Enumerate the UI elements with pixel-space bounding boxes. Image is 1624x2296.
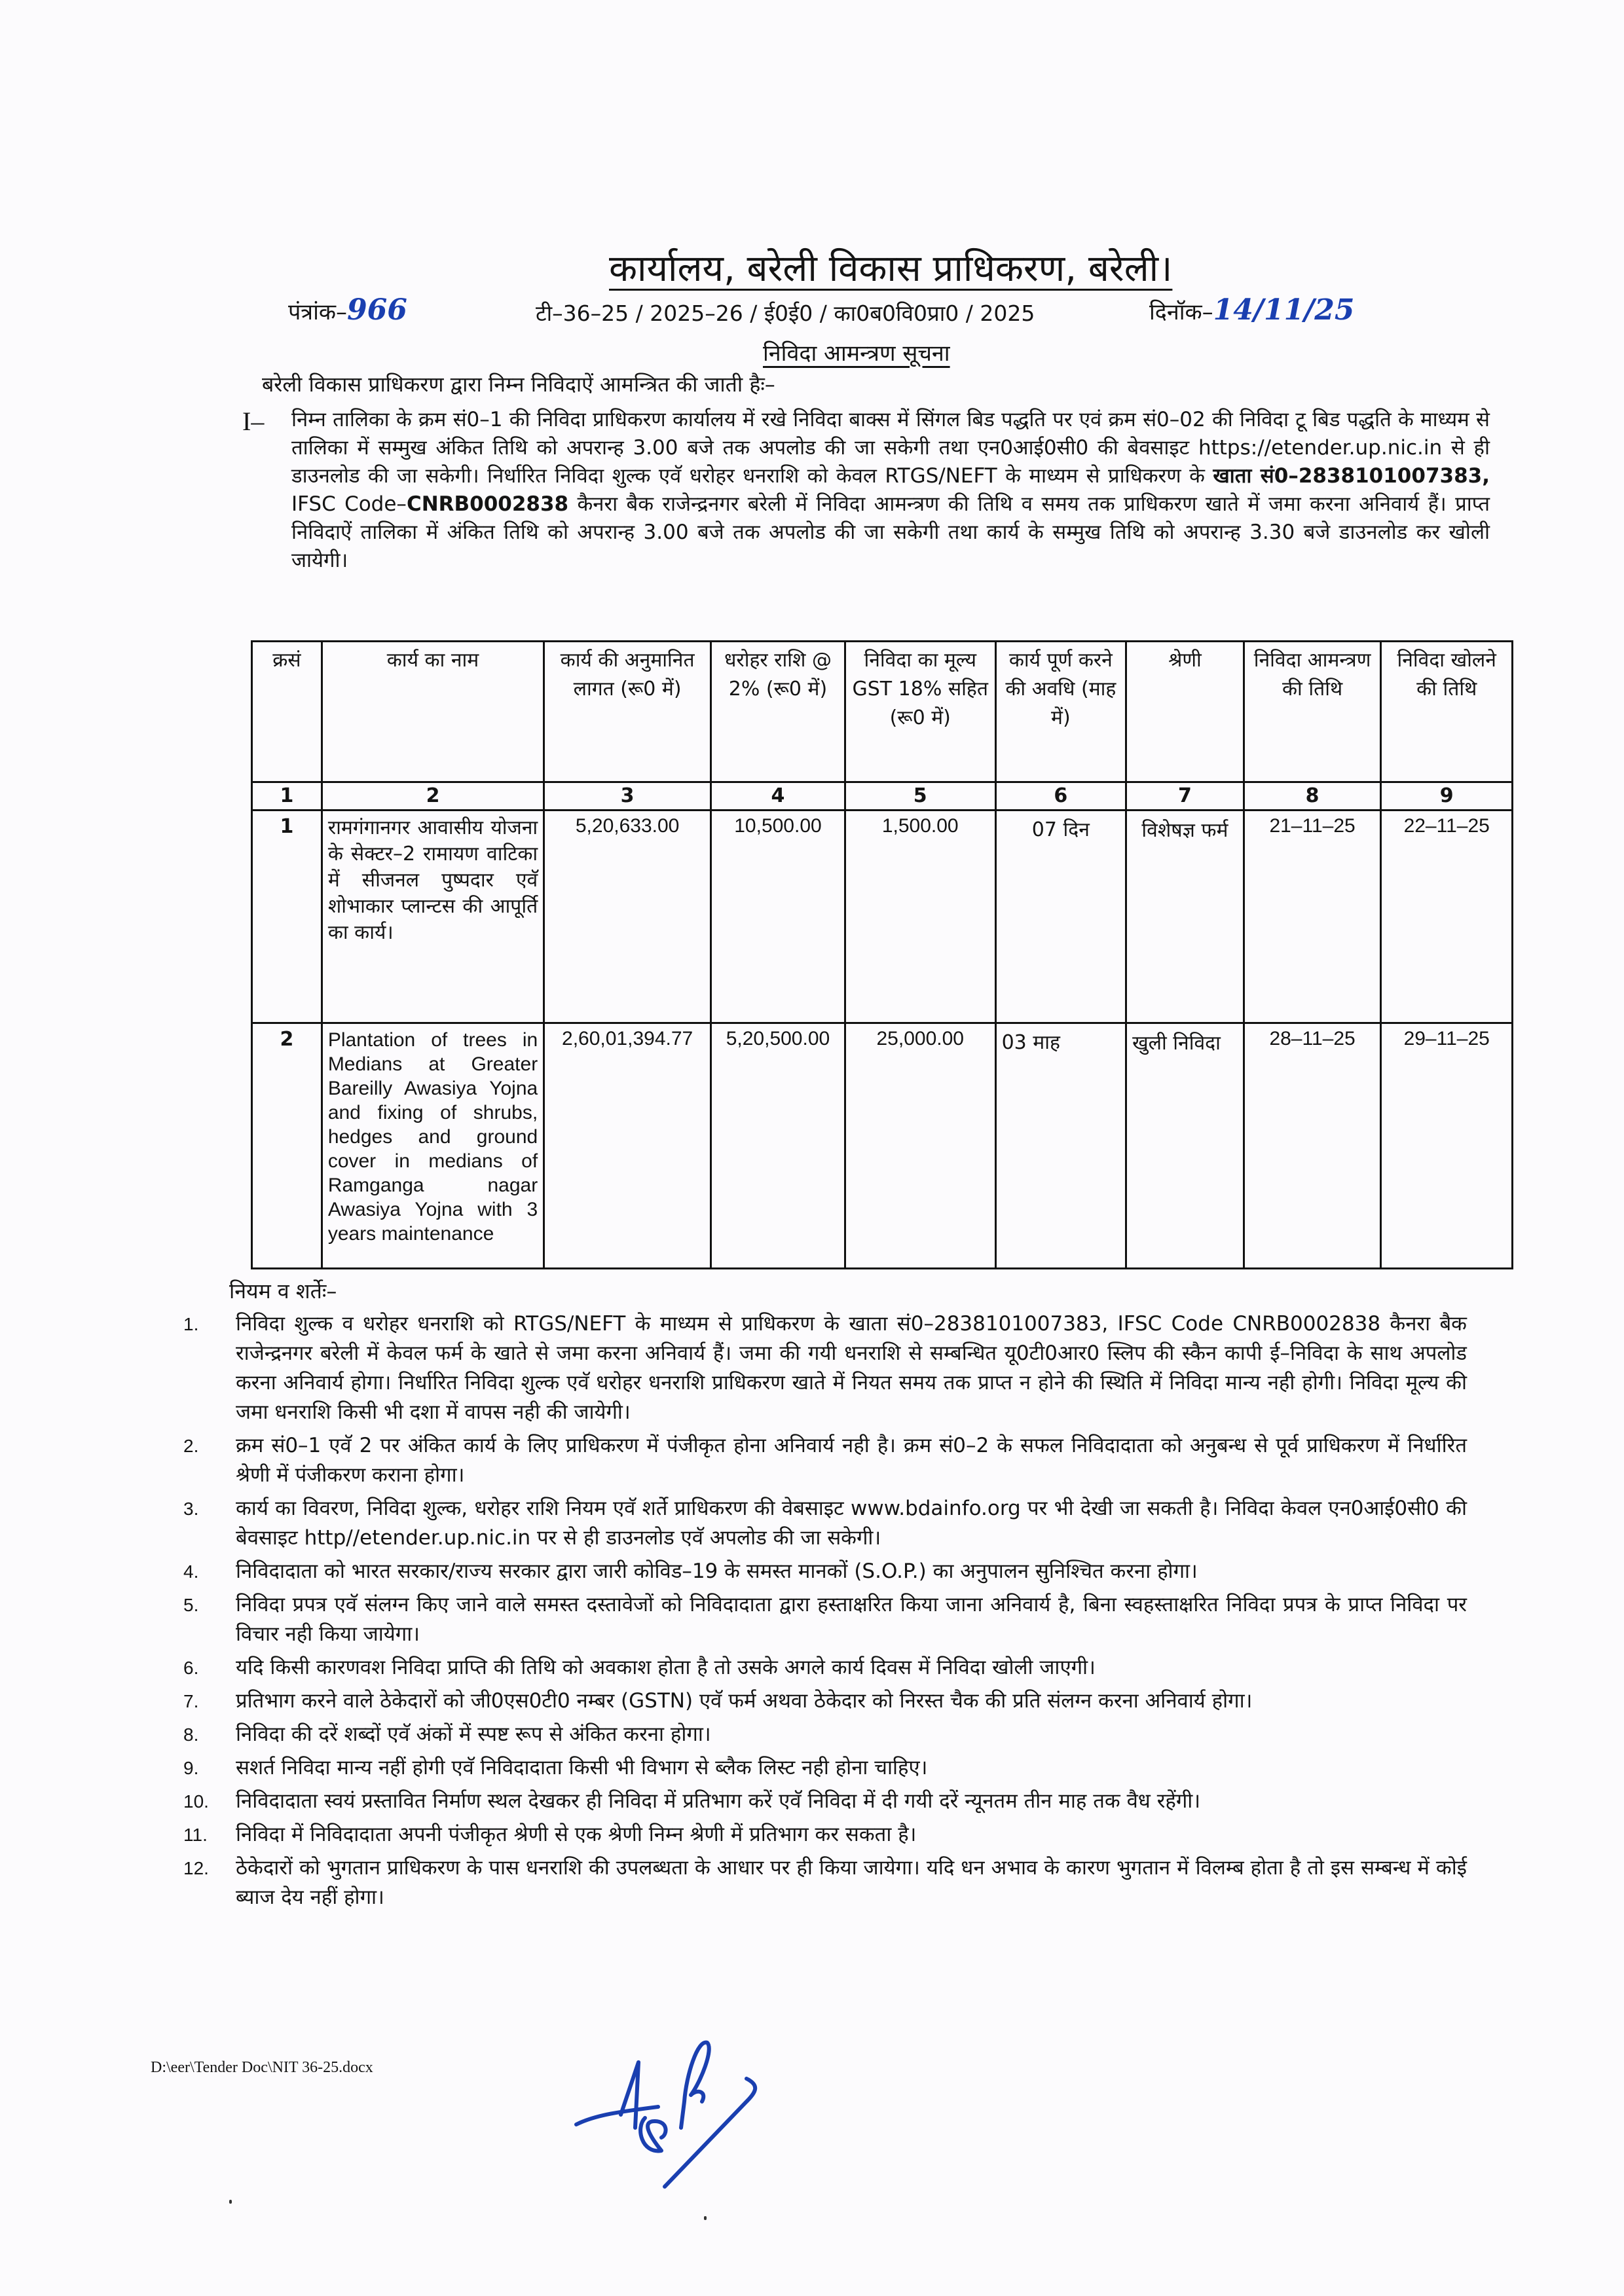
rule-text: निविदादाता को भारत सरकार/राज्य सरकार द्वारा जारी कोविड–19 के समस्त मानकों (S.O.P.) का अनुपालन सुनिश्चित करना होगा।: [236, 1559, 1198, 1583]
column-number-row: [252, 782, 1513, 811]
letter-number-value: 966: [347, 293, 407, 327]
column-number: 7: [1126, 782, 1244, 811]
rule-item: [183, 1557, 1467, 1586]
intro-text-2: IFSC Code–: [291, 492, 407, 516]
rule-item: [183, 1309, 1467, 1427]
table-header-row: [252, 642, 1513, 782]
rule-item: [183, 1653, 1467, 1683]
cell-invite-date: 21–11–25: [1244, 811, 1381, 1023]
rule-number: 10.: [183, 1791, 209, 1812]
rule-number: 2.: [183, 1436, 199, 1456]
table-row: [252, 1023, 1513, 1269]
rule-text: प्रतिभाग करने वाले ठेकेदारों को जी0एस0टी0 नम्बर (GSTN) एवॅ फर्म अथवा ठेकेदार को निरस्त चैक की प्रति संलग्न करना अनिवार्य होगा।: [236, 1689, 1253, 1713]
rule-number: 6.: [183, 1658, 199, 1678]
rule-item: [183, 1590, 1467, 1649]
signature-icon: [550, 2030, 799, 2193]
cell-earnest-money: 5,20,500.00: [711, 1023, 845, 1269]
cell-tender-fee: 1,500.00: [845, 811, 995, 1023]
rule-number: 8.: [183, 1724, 199, 1745]
reference-number: टी–36–25 / 2025–26 / ई0ई0 / का0ब0वि0प्रा0 / 2025: [536, 301, 1035, 326]
cell-sno: 1: [252, 811, 322, 1023]
date-label: दिनॉक–: [1149, 299, 1213, 325]
document-date: [1149, 293, 1355, 327]
account-number: खाता सं0–2838101007383,: [1213, 464, 1490, 488]
table-row: [252, 811, 1513, 1023]
cell-duration: 03 माह: [995, 1023, 1126, 1269]
intro-text-1: निम्न तालिका के क्रम सं0–1 की निविदा प्राधिकरण कार्यालय में रखे निविदा बाक्स में सिंगल बिड पद्धति पर एवं क्रम सं0–02 की निविदा टू बिड पद्धति के माध्यम से तालिका में सम्मुख अंकित तिथि को अपरान्ह 3.00 बजे तक अपलोड की जा सकेगी तथा एन0आई0सी0 की बेवसाइट https://etender.up.nic.in से ही डाउनलोड की जा सकेगी। निर्धारित निविदा शुल्क एवॅ धरोहर धनराशि को केवल RTGS/NEFT के माध्यम से प्राधिकरण के: [291, 408, 1490, 488]
intro-line: बरेली विकास प्राधिकरण द्वारा निम्न निविदाऐं आमन्त्रित की जाती हैः–: [262, 372, 775, 397]
cell-sno: 2: [252, 1023, 322, 1269]
intro-paragraph: [291, 406, 1490, 575]
column-number: 9: [1381, 782, 1513, 811]
rules-list: [183, 1309, 1467, 1916]
letter-number-label: पंत्रांक–: [288, 299, 347, 325]
rule-text: निविदादाता स्वयं प्रस्तावित निर्माण स्थल देखकर ही निविदा में प्रतिभाग करें एवॅ निविदा में दी गयी दरें न्यूनतम तीन माह तक वैध रहेंगी।: [236, 1789, 1201, 1813]
rule-number: 11.: [183, 1825, 208, 1845]
cell-invite-date: 28–11–25: [1244, 1023, 1381, 1269]
rule-number: 5.: [183, 1595, 199, 1615]
rule-text: निविदा शुल्क व धरोहर धनराशि को RTGS/NEFT के माध्यम से प्राधिकरण के खाता सं0–2838101007383, IFSC Code CNRB0002838 कैनरा बैक राजेन्द्रनगर बरेली में केवल फर्म के खाते से जमा करना अनिवार्य हैं। जमा की गयी धनराशि से सम्बन्धित यू0टी0आर0 स्लिप की स्कैन कापी ई–निविदा के साथ अपलोड करना अनिवार्य होगा। निर्धारित निविदा शुल्क एवॅ धरोहर धनराशि प्राधिकरण खाते में नियत समय तक प्राप्त न होने की स्थिति में निविदा मान्य नही होगी। निविदा मूल्य की जमा धनराशि किसी भी दशा में वापस नही की जायेगी।: [236, 1312, 1467, 1424]
intro-text-3: कैनरा बैक राजेन्द्रनगर बरेली में निविदा आमन्त्रण की तिथि व समय तक प्राधिकरण खाते में जमा करना अनिवार्य हैं। प्राप्त निविदाऐं तालिका में अंकित तिथि को अपरान्ह 3.00 बजे तक अपलोड की जा सकेगी तथा कार्य के सम्मुख तिथि को अपरान्ह 3.30 बजे डाउनलोड कर खोली जायेगी।: [291, 492, 1490, 572]
cell-opening-date: 22–11–25: [1381, 811, 1513, 1023]
tender-table: [251, 640, 1513, 1269]
column-number: 3: [544, 782, 711, 811]
section-marker: I–: [242, 407, 265, 436]
scan-speck: [704, 2216, 707, 2220]
scan-speck: [229, 2200, 232, 2204]
rule-item: [183, 1753, 1467, 1783]
date-value: 14/11/25: [1213, 293, 1355, 327]
header-tender-fee: निविदा का मूल्य GST 18% सहित (रू0 में): [845, 642, 995, 782]
cell-work-name: Plantation of trees in Medians at Greater Bareilly Awasiya Yojna and fixing of shrubs, hedges and ground cover in medians of Ramganga nagar Awasiya Yojna with 3 years maintenance: [322, 1023, 544, 1269]
rule-text: निविदा में निविदादाता अपनी पंजीकृत श्रेणी से एक श्रेणी निम्न श्रेणी में प्रतिभाग कर सकता है।: [236, 1823, 917, 1846]
rule-text: निविदा प्रपत्र एवॅ संलग्न किए जाने वाले समस्त दस्तावेजों को निविदादाता द्वारा हस्ताक्षरित किया जाना अनिवार्य है, बिना स्वहस्ताक्षरित निविदा प्रपत्र के प्राप्त निविदा पर विचार नही किया जायेगा।: [236, 1593, 1467, 1646]
letter-number: [288, 293, 407, 327]
cell-category: खुली निविदा: [1126, 1023, 1244, 1269]
rule-item: [183, 1431, 1467, 1490]
header-work-name: कार्य का नाम: [322, 642, 544, 782]
column-number: 1: [252, 782, 322, 811]
rule-number: 3.: [183, 1499, 199, 1519]
cell-category: विशेषज्ञ फर्म: [1126, 811, 1244, 1023]
cell-duration: 07 दिन: [995, 811, 1126, 1023]
header-opening-date: निविदा खोलने की तिथि: [1381, 642, 1513, 782]
rule-number: 4.: [183, 1561, 199, 1582]
column-number: 4: [711, 782, 845, 811]
rule-number: 7.: [183, 1691, 199, 1711]
rule-number: 9.: [183, 1758, 199, 1778]
rule-item: [183, 1686, 1467, 1716]
cell-estimated-cost: 5,20,633.00: [544, 811, 711, 1023]
rule-number: 12.: [183, 1858, 209, 1878]
rule-text: सशर्त निविदा मान्य नहीं होगी एवॅ निविदादाता किसी भी विभाग से ब्लैक लिस्ट नही होना चाहिए।: [236, 1756, 928, 1779]
header-sno: क्रसं: [252, 642, 322, 782]
rules-heading: नियम व शर्तेः–: [229, 1279, 337, 1303]
cell-earnest-money: 10,500.00: [711, 811, 845, 1023]
office-title: कार्यालय, बरेली विकास प्राधिकरण, बरेली।: [609, 247, 1173, 290]
header-estimated-cost: कार्य की अनुमानित लागत (रू0 में): [544, 642, 711, 782]
column-number: 5: [845, 782, 995, 811]
rule-item: [183, 1853, 1467, 1912]
rule-item: [183, 1720, 1467, 1749]
rule-item: [183, 1787, 1467, 1816]
notice-title: निविदा आमन्त्रण सूचना: [763, 340, 950, 367]
column-number: 2: [322, 782, 544, 811]
cell-opening-date: 29–11–25: [1381, 1023, 1513, 1269]
rule-item: [183, 1494, 1467, 1553]
rule-text: निविदा की दरें शब्दों एवॅ अंकों में स्पष्ट रूप से अंकित करना होगा।: [236, 1722, 711, 1746]
rule-text: क्रम सं0–1 एवॅ 2 पर अंकित कार्य के लिए प्राधिकरण में पंजीकृत होना अनिवार्य नही है। क्रम सं0–2 के सफल निविदादाता को अनुबन्ध से पूर्व प्राधिकरण में निर्धारित श्रेणी में पंजीकरण कराना होगा।: [236, 1434, 1467, 1487]
cell-estimated-cost: 2,60,01,394.77: [544, 1023, 711, 1269]
rule-text: कार्य का विवरण, निविदा शुल्क, धरोहर राशि नियम एवॅ शर्ते प्राधिकरण की वेबसाइट www.bdainfo.org पर भी देखी जा सकती है। निविदा केवल एन0आई0सी0 की बेवसाइट http//etender.up.nic.in पर से ही डाउनलोड एवॅ अपलोड की जा सकेगी।: [236, 1497, 1467, 1550]
header-category: श्रेणी: [1126, 642, 1244, 782]
rule-item: [183, 1820, 1467, 1850]
header-earnest-money: धरोहर राशि @ 2% (रू0 में): [711, 642, 845, 782]
cell-tender-fee: 25,000.00: [845, 1023, 995, 1269]
file-path: D:\eer\Tender Doc\NIT 36-25.docx: [151, 2059, 373, 2076]
rule-number: 1.: [183, 1314, 199, 1334]
rule-text: यदि किसी कारणवश निविदा प्राप्ति की तिथि को अवकाश होता है तो उसके अगले कार्य दिवस में निविदा खोली जाएगी।: [236, 1656, 1096, 1679]
column-number: 8: [1244, 782, 1381, 811]
ifsc-code: CNRB0002838: [406, 492, 569, 516]
header-invite-date: निविदा आमन्त्रण की तिथि: [1244, 642, 1381, 782]
cell-work-name: रामगंगानगर आवासीय योजना के सेक्टर–2 रामायण वाटिका में सीजनल पुष्पदार एवॅ शोभाकार प्लान्टस की आपूर्ति का कार्य।: [322, 811, 544, 1023]
header-duration: कार्य पूर्ण करने की अवधि (माह में): [995, 642, 1126, 782]
column-number: 6: [995, 782, 1126, 811]
rule-text: ठेकेदारों को भुगतान प्राधिकरण के पास धनराशि की उपलब्धता के आधार पर ही किया जायेगा। यदि धन अभाव के कारण भुगतान में विलम्ब होता है तो इस सम्बन्ध में कोई ब्याज देय नहीं होगा।: [236, 1856, 1467, 1909]
